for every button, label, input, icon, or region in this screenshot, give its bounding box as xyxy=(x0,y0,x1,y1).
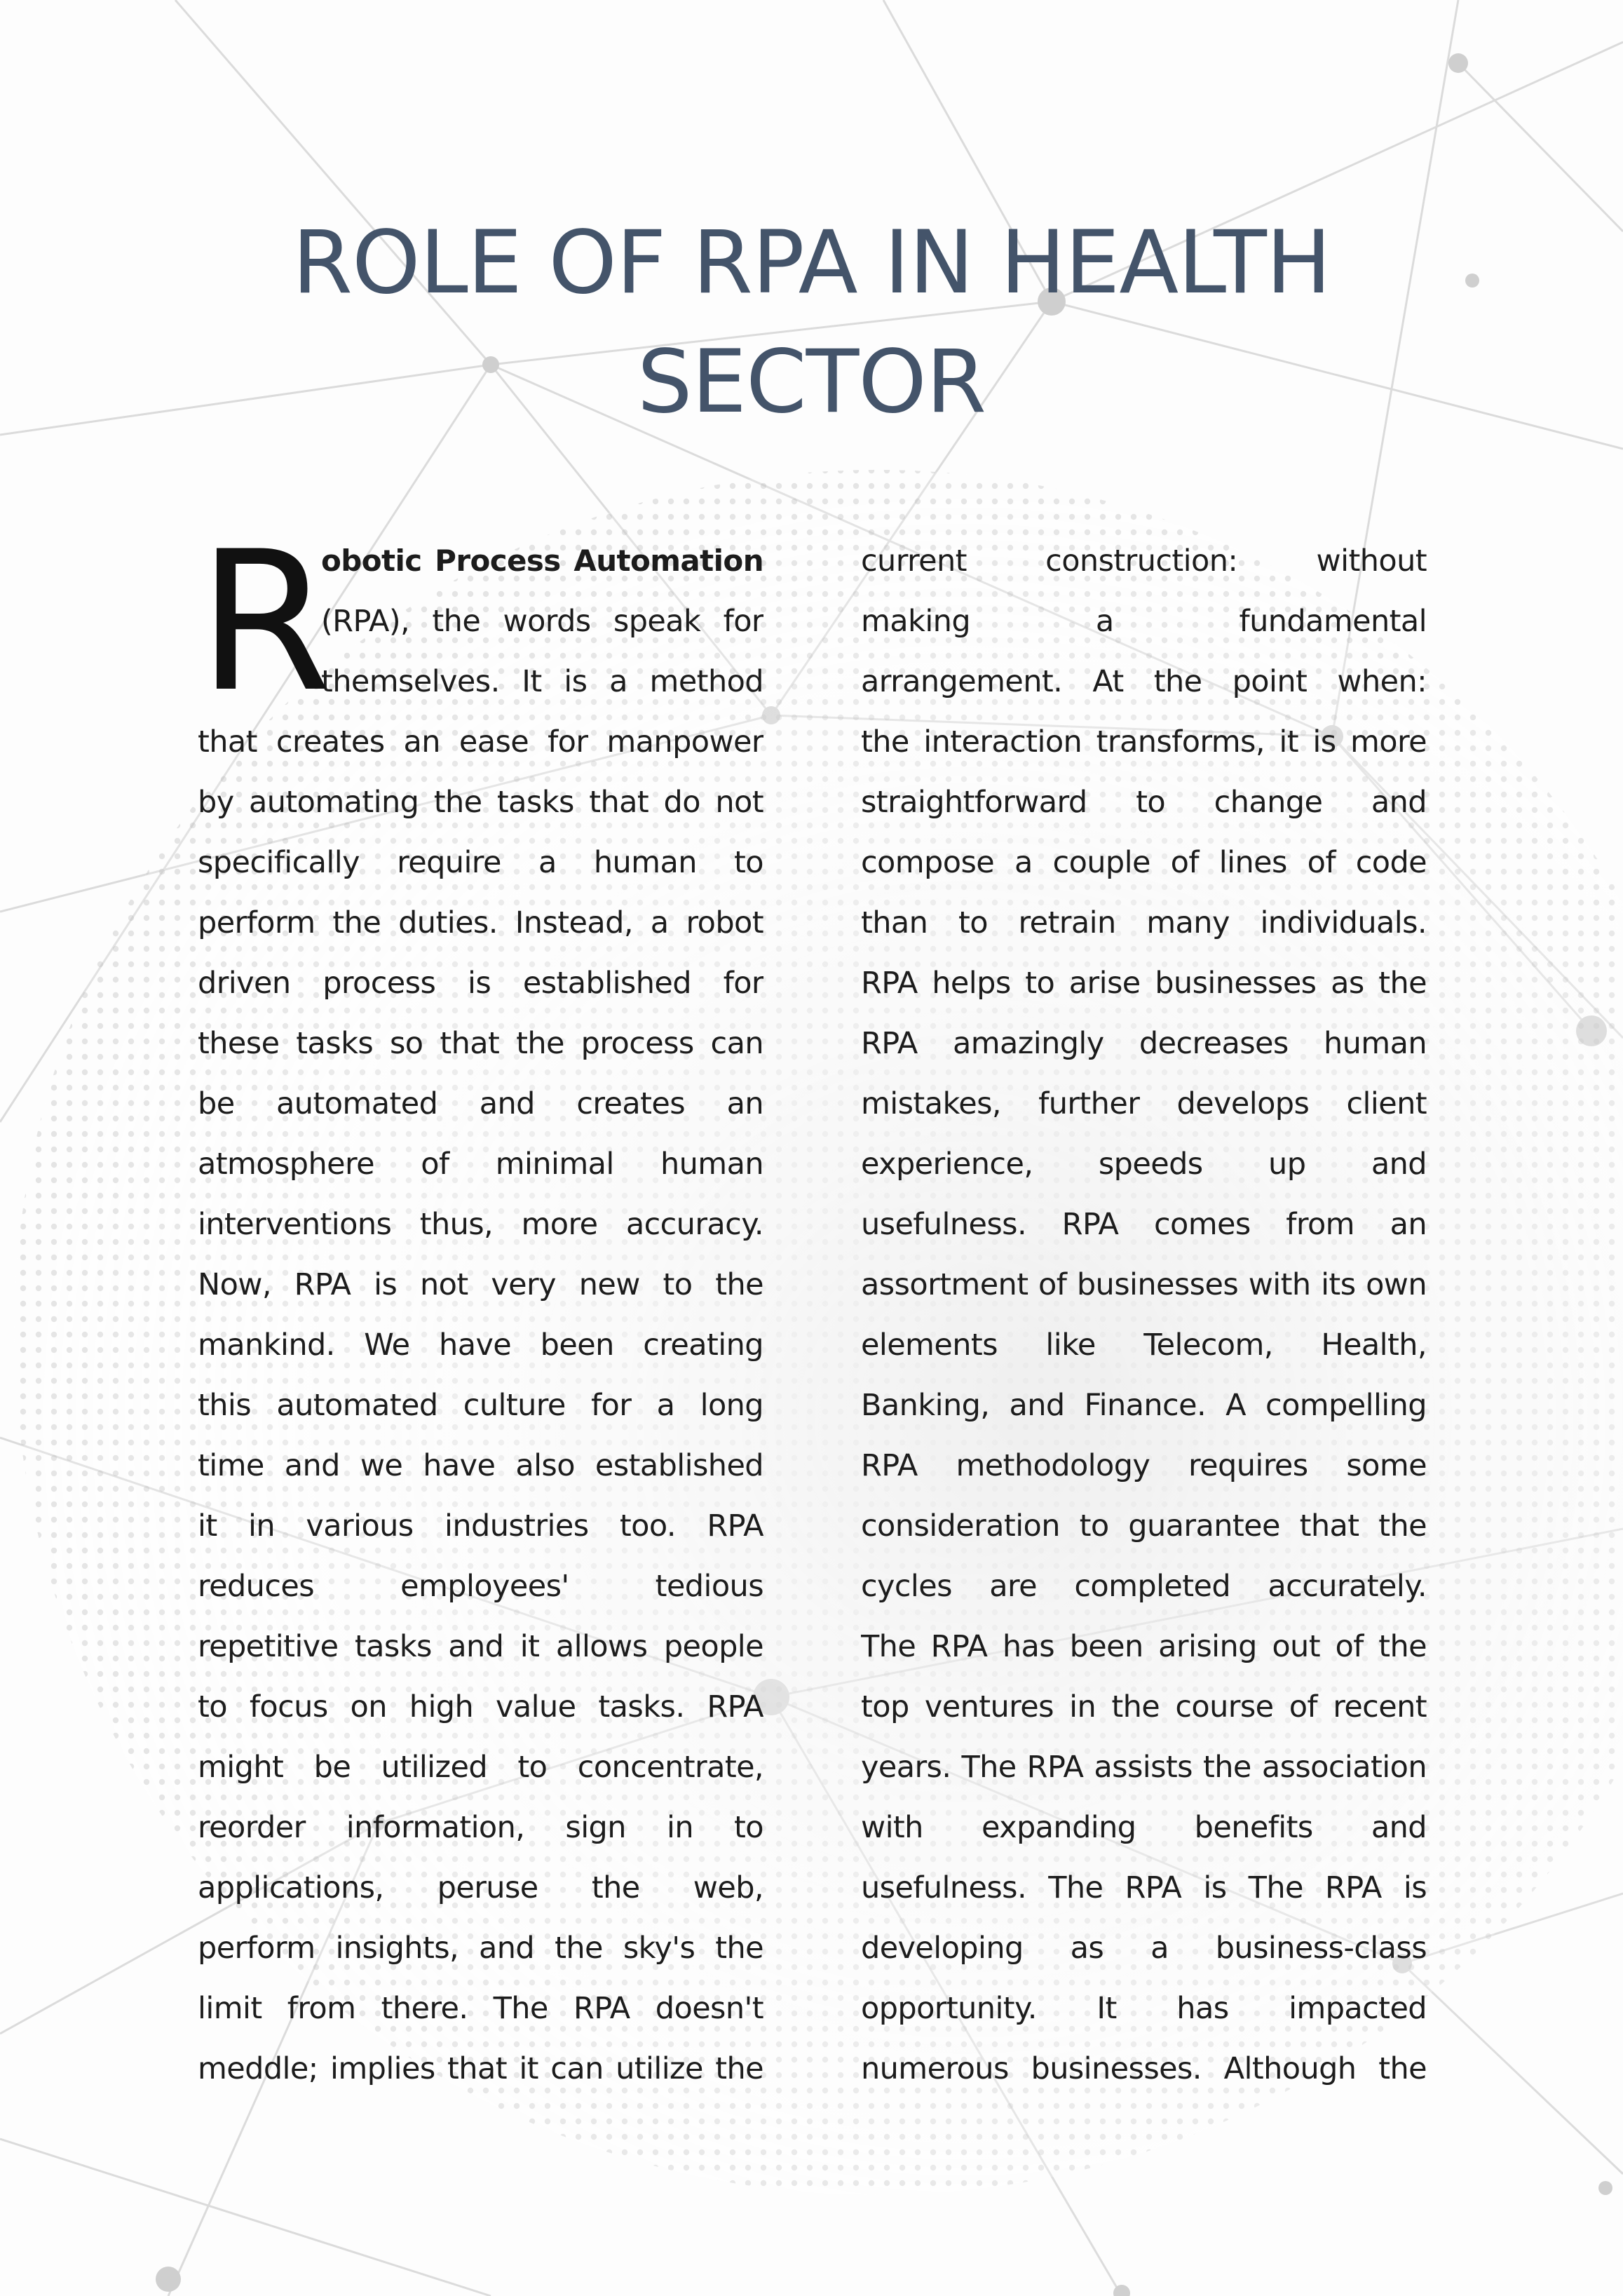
article-line: straightforward to change and xyxy=(861,785,1427,820)
article-line: usefulness. RPA comes from an xyxy=(861,1207,1427,1242)
article-line: elements like Telecom, Health, xyxy=(861,1328,1427,1363)
article-line: compose a couple of lines of code xyxy=(861,845,1427,880)
article-line: reorder information, sign in to xyxy=(198,1810,763,1845)
article-line: mistakes, further develops client xyxy=(861,1086,1427,1121)
article-line: interventions thus, more accuracy. xyxy=(198,1207,763,1242)
page-title xyxy=(0,203,1623,442)
article-column-right xyxy=(861,531,1427,2099)
title-line-1: ROLE OF RPA IN HEALTH xyxy=(292,212,1331,313)
article-column-left xyxy=(198,510,763,2099)
article-line: to focus on high value tasks. RPA xyxy=(198,1689,763,1724)
article-line: current construction: without xyxy=(861,543,1427,579)
article-line: Banking, and Finance. A compelling xyxy=(861,1388,1427,1423)
article-line: than to retrain many individuals. xyxy=(861,905,1427,940)
drop-cap: R xyxy=(198,510,332,734)
article-line: usefulness. The RPA is The RPA is xyxy=(861,1870,1427,1905)
article-line: experience, speeds up and xyxy=(861,1147,1427,1182)
article-line: perform insights, and the sky's the xyxy=(198,1931,763,1966)
article-lead-bold: obotic Process Automation xyxy=(321,543,763,578)
article-line: RPA amazingly decreases human xyxy=(861,1026,1427,1061)
article-line: by automating the tasks that do not xyxy=(198,785,763,820)
article-line: this automated culture for a long xyxy=(198,1388,763,1423)
article-line: repetitive tasks and it allows people xyxy=(198,1629,763,1664)
article-line: opportunity. It has impacted xyxy=(861,1991,1427,2026)
article-line: it in various industries too. RPA xyxy=(198,1508,763,1544)
article-line: assortment of businesses with its own xyxy=(861,1267,1427,1302)
article-line: The RPA has been arising out of the xyxy=(861,1629,1427,1664)
article-line: atmosphere of minimal human xyxy=(198,1147,763,1182)
article-line: time and we have also established xyxy=(198,1448,763,1483)
article-line: applications, peruse the web, xyxy=(198,1870,763,1905)
article-line: developing as a business-class xyxy=(861,1931,1427,1966)
article-line: the interaction transforms, it is more xyxy=(861,724,1427,759)
article-line: these tasks so that the process can xyxy=(198,1026,763,1061)
title-line-2: SECTOR xyxy=(637,332,986,433)
article-line: consideration to guarantee that the xyxy=(861,1508,1427,1544)
article-line: meddle; implies that it can utilize the xyxy=(198,2051,763,2086)
article-line: arrangement. At the point when: xyxy=(861,664,1427,699)
article-line: specifically require a human to xyxy=(198,845,763,880)
article-line: RPA methodology requires some xyxy=(861,1448,1427,1483)
article-line: (RPA), the words speak for xyxy=(321,604,763,639)
article-line: driven process is established for xyxy=(198,966,763,1001)
article-line: be automated and creates an xyxy=(198,1086,763,1121)
article-line: limit from there. The RPA doesn't xyxy=(198,1991,763,2026)
article-line: perform the duties. Instead, a robot xyxy=(198,905,763,940)
article-line: making a fundamental xyxy=(861,604,1427,639)
article-line: mankind. We have been creating xyxy=(198,1328,763,1363)
article-line: reduces employees' tedious xyxy=(198,1569,763,1604)
article-line: Now, RPA is not very new to the xyxy=(198,1267,763,1302)
article-line: numerous businesses. Although the xyxy=(861,2051,1427,2086)
article-line: top ventures in the course of recent xyxy=(861,1689,1427,1724)
article-line: cycles are completed accurately. xyxy=(861,1569,1427,1604)
article-line: might be utilized to concentrate, xyxy=(198,1750,763,1785)
article-line: with expanding benefits and xyxy=(861,1810,1427,1845)
article-lead-line xyxy=(321,531,763,591)
article-line: themselves. It is a method xyxy=(321,664,763,699)
article-line: RPA helps to arise businesses as the xyxy=(861,966,1427,1001)
article-line: that creates an ease for manpower xyxy=(198,724,763,759)
article-line: years. The RPA assists the association xyxy=(861,1750,1427,1785)
